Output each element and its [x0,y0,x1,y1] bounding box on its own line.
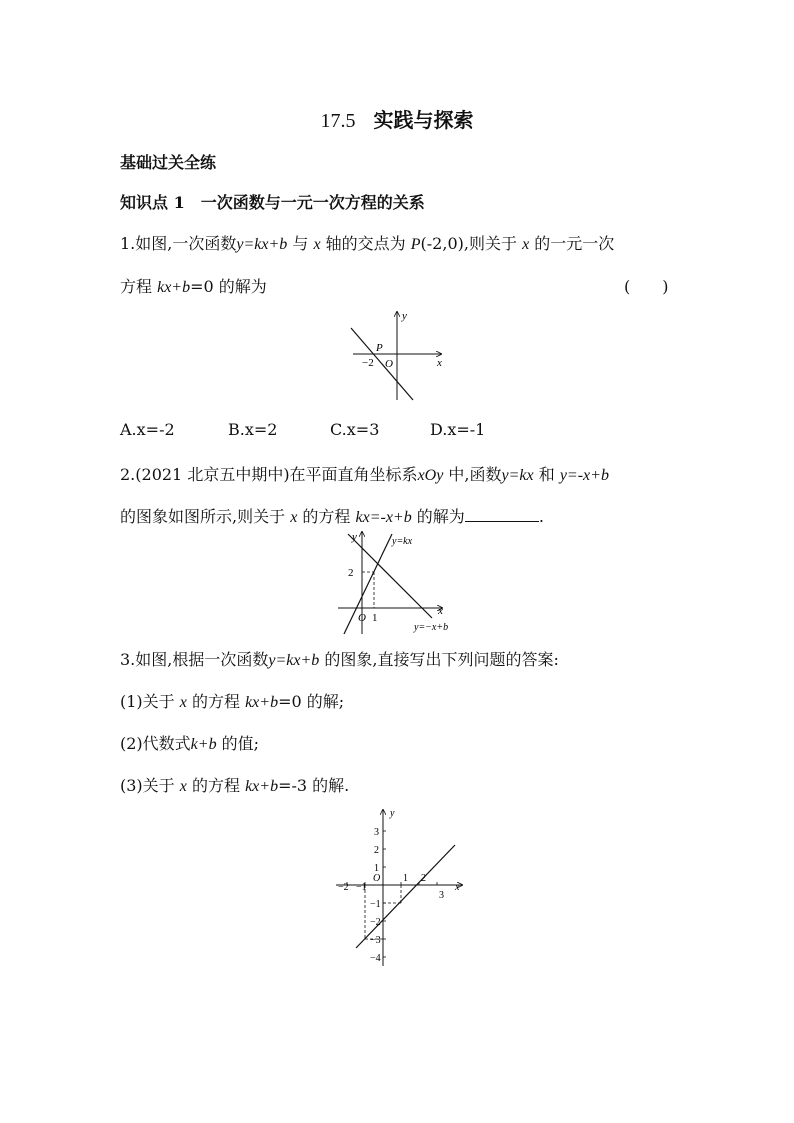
q3-text: (2)代数式 [120,734,191,753]
q3-text: 的方程 [186,776,246,795]
q2-text: (2021 北京五中期中)在平面直角坐标系 [135,465,418,484]
q2-text: 和 [533,465,560,484]
tick-label: 1 [374,863,379,874]
q3-expr: y=kx+b [268,652,320,669]
q1-point-name: P [410,236,421,253]
q3-part2 [120,731,259,754]
q1-line2 [120,274,267,297]
q2-text: . [538,507,544,526]
q2-text: 的解为 [411,507,465,526]
q2-number: 2. [120,465,136,484]
q2-text: 中,函数 [443,465,502,484]
option-c[interactable]: C.x=3 [330,420,380,439]
section-heading: 基础过关全练 [120,153,217,172]
q1-coords: (-2,0) [420,234,464,253]
q1-var: x [313,236,321,253]
q2-var: xOy [417,467,444,484]
q1-text: =0 的解为 [190,277,267,296]
q1-var: x [522,236,530,253]
y-axis-label: y [352,531,357,543]
x-axis-label: x [455,882,460,893]
q3-text: 的方程 [186,692,246,711]
tick-label: −1 [370,899,381,910]
x-axis-label: x [438,605,443,617]
tick-label: −2 [370,917,381,928]
q1-text: 与 [287,234,314,253]
tick-label: 1 [403,873,408,884]
q3-text: 的图象,直接写出下列问题的答案: [319,650,559,669]
q1-text: 轴的交点为 [320,234,411,253]
q3-text: 的值; [216,734,260,753]
q3-part3 [120,773,349,796]
q1-graph [345,308,455,404]
line-label: y=kx [392,536,413,547]
q1-expr: kx+b [157,279,191,296]
q1-number: 1. [120,234,136,253]
q3-part1 [120,689,344,712]
line-y-kx [344,534,392,634]
tick-label: −2 [362,357,374,369]
q1-text: ,则关于 [463,234,523,253]
q2-expr: y=-x+b [559,467,609,484]
q2-expr: kx=-x+b [355,509,412,526]
line-y-neg-x-b [348,534,432,618]
option-b[interactable]: B.x=2 [228,420,278,439]
q1-line1 [120,231,614,254]
tick-label: 2 [348,567,354,579]
q3-text: (1)关于 [120,692,180,711]
origin-label: O [385,358,393,370]
tick-label: −4 [370,953,381,964]
q1-text: 方程 [120,277,158,296]
tick-label: −3 [370,935,381,946]
option-a[interactable]: A.x=-2 [120,420,175,439]
q3-number: 3. [120,650,136,669]
line-label: y=−x+b [414,622,449,633]
q3-var: x [179,694,187,711]
q3-graph [334,808,470,968]
q2-line1 [120,462,609,485]
q2-text: 的方程 [297,507,356,526]
tick-label: 2 [374,845,379,856]
page-title [0,104,794,133]
line-graph [351,328,413,400]
q2-line2 [120,504,544,527]
tick-label: 3 [439,890,444,901]
title-number: 17.5 [320,110,356,132]
q1-text: 的一元一次 [529,234,615,253]
x-axis-label: x [437,357,442,369]
tick-label: 2 [421,873,426,884]
q2-expr: y=kx [501,467,534,484]
origin-label: O [358,612,366,624]
y-axis-label: y [402,310,407,322]
tick-label: −2 [338,882,349,893]
origin-label: O [373,873,381,884]
q3-text: 如图,根据一次函数 [135,650,269,669]
q3-expr: kx+b [245,694,279,711]
q3-expr: k+b [190,736,217,753]
q3-expr: kx+b [245,778,279,795]
q3-text: (3)关于 [120,776,180,795]
q3-text: =-3 的解. [278,776,350,795]
q2-var: x [290,509,298,526]
q2-text: 的图象如图所示,则关于 [120,507,291,526]
tick-label: −1 [356,882,367,893]
answer-bracket: ( ) [624,277,669,296]
tick-label: 1 [372,612,378,624]
q3-text: =0 的解; [278,692,345,711]
knowledge-point-heading: 知识点 1 一次函数与一元一次方程的关系 [120,193,425,212]
point-p-label: P [376,342,383,354]
q1-text: 如图,一次函数 [135,234,237,253]
option-d[interactable]: D.x=-1 [430,420,486,439]
q3-var: x [179,778,187,795]
title-text: 实践与探索 [373,108,474,132]
y-axis-label: y [390,808,395,819]
q2-graph [334,530,464,636]
q3-line1 [120,647,559,670]
tick-label: 3 [374,827,379,838]
answer-blank[interactable] [465,507,539,522]
q1-expr: y=kx+b [236,236,288,253]
